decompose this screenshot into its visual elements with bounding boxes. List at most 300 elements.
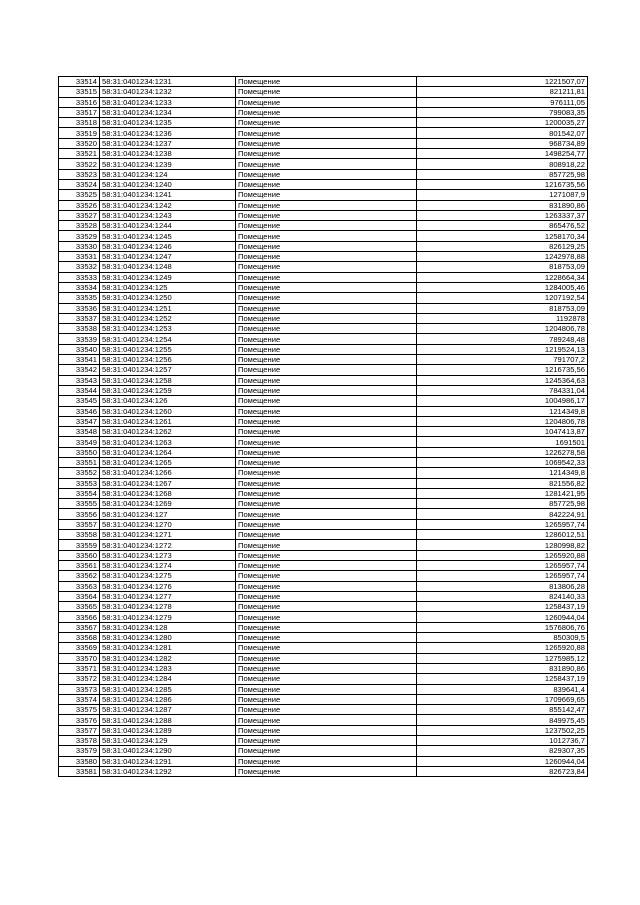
row-number-cell: 33554 [59,488,100,498]
cadastral-value-cell: 808918,22 [417,159,588,169]
row-number-cell: 33548 [59,427,100,437]
cadastral-value-cell: 1192878 [417,313,588,323]
object-type-cell: Помещение [236,705,417,715]
cadastral-value-cell: 829307,35 [417,746,588,756]
table-row [59,396,588,406]
cadastral-number-cell: 58:31:0401234:1267 [100,478,236,488]
cadastral-value-cell: 1265957,74 [417,519,588,529]
row-number-cell: 33556 [59,509,100,519]
cadastral-number-cell: 58:31:0401234:1288 [100,715,236,725]
cadastral-value-cell: 1709669,65 [417,694,588,704]
row-number-cell: 33519 [59,128,100,138]
row-number-cell: 33576 [59,715,100,725]
cadastral-number-cell: 58:31:0401234:1276 [100,581,236,591]
object-type-cell: Помещение [236,427,417,437]
table-row [59,179,588,189]
row-number-cell: 33543 [59,375,100,385]
cadastral-number-cell: 58:31:0401234:1249 [100,272,236,282]
row-number-cell: 33527 [59,210,100,220]
row-number-cell: 33580 [59,756,100,766]
object-type-cell: Помещение [236,344,417,354]
cadastral-number-cell: 58:31:0401234:1233 [100,97,236,107]
table-row [59,416,588,426]
cadastral-number-cell: 58:31:0401234:1239 [100,159,236,169]
cadastral-number-cell: 58:31:0401234:1292 [100,766,236,776]
cadastral-value-cell: 801542,07 [417,128,588,138]
cadastral-number-cell: 58:31:0401234:1257 [100,365,236,375]
cadastral-value-cell: 1576806,76 [417,622,588,632]
table-row [59,560,588,570]
object-type-cell: Помещение [236,488,417,498]
cadastral-value-cell: 1245364,63 [417,375,588,385]
table-row [59,169,588,179]
object-type-cell: Помещение [236,241,417,251]
cadastral-value-cell: 1221507,07 [417,77,588,87]
cadastral-number-cell: 58:31:0401234:1236 [100,128,236,138]
table-row [59,530,588,540]
cadastral-number-cell: 58:31:0401234:129 [100,736,236,746]
table-row [59,653,588,663]
cadastral-number-cell: 58:31:0401234:1289 [100,725,236,735]
row-number-cell: 33562 [59,571,100,581]
row-number-cell: 33564 [59,591,100,601]
table-row [59,138,588,148]
object-type-cell: Помещение [236,385,417,395]
row-number-cell: 33521 [59,149,100,159]
cadastral-number-cell: 58:31:0401234:1253 [100,324,236,334]
cadastral-value-cell: 1260944,04 [417,612,588,622]
cadastral-number-cell: 58:31:0401234:1278 [100,602,236,612]
object-type-cell: Помещение [236,560,417,570]
cadastral-value-cell: 839641,4 [417,684,588,694]
object-type-cell: Помещение [236,282,417,292]
object-type-cell: Помещение [236,447,417,457]
cadastral-value-cell: 1216735,56 [417,365,588,375]
row-number-cell: 33568 [59,633,100,643]
cadastral-value-cell: 1200035,27 [417,118,588,128]
table-row [59,694,588,704]
table-row [59,97,588,107]
object-type-cell: Помещение [236,571,417,581]
object-type-cell: Помещение [236,550,417,560]
table-row [59,663,588,673]
row-number-cell: 33546 [59,406,100,416]
table-row [59,643,588,653]
cadastral-value-cell: 813806,28 [417,581,588,591]
cadastral-value-cell: 831890,86 [417,663,588,673]
cadastral-value-cell: 857725,98 [417,499,588,509]
cadastral-value-cell: 1069542,33 [417,457,588,467]
table-row [59,252,588,262]
cadastral-number-cell: 58:31:0401234:1258 [100,375,236,385]
cadastral-number-cell: 58:31:0401234:1259 [100,385,236,395]
cadastral-value-cell: 1265957,74 [417,571,588,581]
row-number-cell: 33524 [59,179,100,189]
cadastral-number-cell: 58:31:0401234:1243 [100,210,236,220]
cadastral-number-cell: 58:31:0401234:1237 [100,138,236,148]
cadastral-number-cell: 58:31:0401234:1240 [100,179,236,189]
object-type-cell: Помещение [236,293,417,303]
object-type-cell: Помещение [236,725,417,735]
object-type-cell: Помещение [236,602,417,612]
cadastral-number-cell: 58:31:0401234:1271 [100,530,236,540]
row-number-cell: 33529 [59,231,100,241]
cadastral-value-cell: 1204806,78 [417,416,588,426]
cadastral-value-cell: 1280998,82 [417,540,588,550]
cadastral-value-cell: 831890,86 [417,200,588,210]
table-row [59,385,588,395]
table-row [59,427,588,437]
cadastral-value-cell: 1281421,95 [417,488,588,498]
table-row [59,375,588,385]
table-row [59,488,588,498]
cadastral-value-cell: 1204806,78 [417,324,588,334]
table-row [59,519,588,529]
cadastral-value-cell: 1498254,77 [417,149,588,159]
cadastral-number-cell: 58:31:0401234:1241 [100,190,236,200]
row-number-cell: 33560 [59,550,100,560]
cadastral-value-cell: 1265957,74 [417,560,588,570]
cadastral-value-cell: 1258437,19 [417,674,588,684]
cadastral-number-cell: 58:31:0401234:1255 [100,344,236,354]
cadastral-value-cell: 1214349,8 [417,406,588,416]
object-type-cell: Помещение [236,684,417,694]
cadastral-number-cell: 58:31:0401234:127 [100,509,236,519]
cadastral-number-cell: 58:31:0401234:1263 [100,437,236,447]
cadastral-value-cell: 1226278,58 [417,447,588,457]
table-row [59,602,588,612]
row-number-cell: 33542 [59,365,100,375]
object-type-cell: Помещение [236,355,417,365]
cadastral-number-cell: 58:31:0401234:1286 [100,694,236,704]
cadastral-value-cell: 1214349,8 [417,468,588,478]
table-row [59,282,588,292]
row-number-cell: 33579 [59,746,100,756]
row-number-cell: 33517 [59,107,100,117]
object-type-cell: Помещение [236,519,417,529]
cadastral-number-cell: 58:31:0401234:1266 [100,468,236,478]
cadastral-number-cell: 58:31:0401234:1287 [100,705,236,715]
table-row [59,406,588,416]
cadastral-value-cell: 1012736,7 [417,736,588,746]
cadastral-value-cell: 826129,25 [417,241,588,251]
row-number-cell: 33557 [59,519,100,529]
cadastral-value-cell: 1242978,88 [417,252,588,262]
object-type-cell: Помещение [236,252,417,262]
row-number-cell: 33515 [59,87,100,97]
object-type-cell: Помещение [236,87,417,97]
row-number-cell: 33571 [59,663,100,673]
registry-table-body [59,77,588,777]
object-type-cell: Помещение [236,97,417,107]
cadastral-value-cell: 1691501 [417,437,588,447]
cadastral-value-cell: 865476,52 [417,221,588,231]
object-type-cell: Помещение [236,179,417,189]
table-row [59,581,588,591]
cadastral-value-cell: 1286012,51 [417,530,588,540]
row-number-cell: 33532 [59,262,100,272]
object-type-cell: Помещение [236,633,417,643]
object-type-cell: Помещение [236,694,417,704]
cadastral-value-cell: 976111,05 [417,97,588,107]
object-type-cell: Помещение [236,138,417,148]
row-number-cell: 33573 [59,684,100,694]
table-row [59,684,588,694]
object-type-cell: Помещение [236,509,417,519]
cadastral-value-cell: 1237502,25 [417,725,588,735]
row-number-cell: 33559 [59,540,100,550]
table-row [59,355,588,365]
cadastral-value-cell: 784331,04 [417,385,588,395]
cadastral-value-cell: 1047413,87 [417,427,588,437]
object-type-cell: Помещение [236,313,417,323]
table-row [59,128,588,138]
cadastral-number-cell: 58:31:0401234:1250 [100,293,236,303]
cadastral-number-cell: 58:31:0401234:1274 [100,560,236,570]
row-number-cell: 33538 [59,324,100,334]
table-row [59,190,588,200]
cadastral-number-cell: 58:31:0401234:1269 [100,499,236,509]
row-number-cell: 33565 [59,602,100,612]
table-row [59,540,588,550]
row-number-cell: 33520 [59,138,100,148]
table-row [59,159,588,169]
object-type-cell: Помещение [236,653,417,663]
row-number-cell: 33514 [59,77,100,87]
table-row [59,591,588,601]
table-row [59,715,588,725]
object-type-cell: Помещение [236,375,417,385]
table-row [59,365,588,375]
table-row [59,766,588,776]
row-number-cell: 33541 [59,355,100,365]
cadastral-number-cell: 58:31:0401234:1285 [100,684,236,694]
cadastral-number-cell: 58:31:0401234:1245 [100,231,236,241]
row-number-cell: 33566 [59,612,100,622]
table-row [59,200,588,210]
cadastral-number-cell: 58:31:0401234:125 [100,282,236,292]
cadastral-number-cell: 58:31:0401234:1251 [100,303,236,313]
table-row [59,107,588,117]
object-type-cell: Помещение [236,622,417,632]
cadastral-number-cell: 58:31:0401234:1254 [100,334,236,344]
cadastral-value-cell: 1207192,54 [417,293,588,303]
cadastral-number-cell: 58:31:0401234:1272 [100,540,236,550]
cadastral-value-cell: 850309,5 [417,633,588,643]
object-type-cell: Помещение [236,674,417,684]
cadastral-number-cell: 58:31:0401234:1261 [100,416,236,426]
cadastral-number-cell: 58:31:0401234:1235 [100,118,236,128]
cadastral-number-cell: 58:31:0401234:1232 [100,87,236,97]
table-row [59,293,588,303]
row-number-cell: 33570 [59,653,100,663]
table-row [59,633,588,643]
cadastral-number-cell: 58:31:0401234:1260 [100,406,236,416]
table-row [59,736,588,746]
table-row [59,231,588,241]
cadastral-number-cell: 58:31:0401234:1262 [100,427,236,437]
row-number-cell: 33536 [59,303,100,313]
table-row [59,674,588,684]
cadastral-number-cell: 58:31:0401234:1256 [100,355,236,365]
cadastral-value-cell: 1258437,19 [417,602,588,612]
row-number-cell: 33563 [59,581,100,591]
object-type-cell: Помещение [236,478,417,488]
object-type-cell: Помещение [236,530,417,540]
table-row [59,344,588,354]
cadastral-number-cell: 58:31:0401234:1238 [100,149,236,159]
cadastral-number-cell: 58:31:0401234:124 [100,169,236,179]
table-row [59,210,588,220]
row-number-cell: 33569 [59,643,100,653]
table-row [59,437,588,447]
row-number-cell: 33522 [59,159,100,169]
object-type-cell: Помещение [236,190,417,200]
row-number-cell: 33574 [59,694,100,704]
row-number-cell: 33555 [59,499,100,509]
row-number-cell: 33525 [59,190,100,200]
cadastral-number-cell: 58:31:0401234:1231 [100,77,236,87]
cadastral-value-cell: 821211,81 [417,87,588,97]
row-number-cell: 33552 [59,468,100,478]
table-row [59,756,588,766]
cadastral-value-cell: 818753,09 [417,303,588,313]
object-type-cell: Помещение [236,231,417,241]
cadastral-number-cell: 58:31:0401234:1268 [100,488,236,498]
object-type-cell: Помещение [236,149,417,159]
table-row [59,87,588,97]
row-number-cell: 33577 [59,725,100,735]
table-row [59,313,588,323]
row-number-cell: 33572 [59,674,100,684]
object-type-cell: Помещение [236,272,417,282]
table-row [59,149,588,159]
cadastral-value-cell: 1216735,56 [417,179,588,189]
table-row [59,241,588,251]
object-type-cell: Помещение [236,736,417,746]
row-number-cell: 33561 [59,560,100,570]
cadastral-value-cell: 1275985,12 [417,653,588,663]
row-number-cell: 33518 [59,118,100,128]
row-number-cell: 33539 [59,334,100,344]
object-type-cell: Помещение [236,406,417,416]
row-number-cell: 33550 [59,447,100,457]
table-row [59,725,588,735]
object-type-cell: Помещение [236,756,417,766]
table-row [59,478,588,488]
object-type-cell: Помещение [236,262,417,272]
cadastral-number-cell: 58:31:0401234:1247 [100,252,236,262]
cadastral-value-cell: 1258170,34 [417,231,588,241]
cadastral-number-cell: 58:31:0401234:1234 [100,107,236,117]
row-number-cell: 33544 [59,385,100,395]
row-number-cell: 33540 [59,344,100,354]
row-number-cell: 33549 [59,437,100,447]
object-type-cell: Помещение [236,715,417,725]
row-number-cell: 33567 [59,622,100,632]
table-row [59,221,588,231]
cadastral-number-cell: 58:31:0401234:1284 [100,674,236,684]
object-type-cell: Помещение [236,118,417,128]
object-type-cell: Помещение [236,200,417,210]
cadastral-number-cell: 58:31:0401234:1291 [100,756,236,766]
cadastral-value-cell: 857725,98 [417,169,588,179]
table-row [59,509,588,519]
object-type-cell: Помещение [236,324,417,334]
cadastral-number-cell: 58:31:0401234:1248 [100,262,236,272]
table-row [59,77,588,87]
cadastral-number-cell: 58:31:0401234:1290 [100,746,236,756]
cadastral-value-cell: 842224,91 [417,509,588,519]
cadastral-value-cell: 818753,09 [417,262,588,272]
row-number-cell: 33553 [59,478,100,488]
cadastral-value-cell: 1260944,04 [417,756,588,766]
table-row [59,705,588,715]
cadastral-value-cell: 968734,89 [417,138,588,148]
cadastral-number-cell: 58:31:0401234:128 [100,622,236,632]
object-type-cell: Помещение [236,365,417,375]
cadastral-value-cell: 824140,33 [417,591,588,601]
cadastral-number-cell: 58:31:0401234:1280 [100,633,236,643]
cadastral-number-cell: 58:31:0401234:1277 [100,591,236,601]
table-row [59,262,588,272]
table-row [59,334,588,344]
cadastral-number-cell: 58:31:0401234:1270 [100,519,236,529]
cadastral-number-cell: 58:31:0401234:1244 [100,221,236,231]
table-row [59,303,588,313]
row-number-cell: 33533 [59,272,100,282]
row-number-cell: 33551 [59,457,100,467]
object-type-cell: Помещение [236,663,417,673]
cadastral-value-cell: 1004986,17 [417,396,588,406]
cadastral-number-cell: 58:31:0401234:1275 [100,571,236,581]
object-type-cell: Помещение [236,643,417,653]
table-row [59,612,588,622]
row-number-cell: 33531 [59,252,100,262]
cadastral-value-cell: 1263337,37 [417,210,588,220]
object-type-cell: Помещение [236,169,417,179]
registry-table [58,76,588,777]
table-row [59,447,588,457]
cadastral-value-cell: 789248,48 [417,334,588,344]
cadastral-number-cell: 58:31:0401234:1279 [100,612,236,622]
table-row [59,499,588,509]
table-row [59,550,588,560]
object-type-cell: Помещение [236,581,417,591]
table-row [59,118,588,128]
cadastral-number-cell: 58:31:0401234:1252 [100,313,236,323]
cadastral-number-cell: 58:31:0401234:1273 [100,550,236,560]
cadastral-number-cell: 58:31:0401234:126 [100,396,236,406]
row-number-cell: 33535 [59,293,100,303]
object-type-cell: Помещение [236,437,417,447]
cadastral-number-cell: 58:31:0401234:1282 [100,653,236,663]
cadastral-value-cell: 1265920,88 [417,643,588,653]
row-number-cell: 33534 [59,282,100,292]
object-type-cell: Помещение [236,468,417,478]
cadastral-value-cell: 799083,35 [417,107,588,117]
table-row [59,746,588,756]
row-number-cell: 33523 [59,169,100,179]
object-type-cell: Помещение [236,77,417,87]
cadastral-value-cell: 1265920,88 [417,550,588,560]
object-type-cell: Помещение [236,766,417,776]
cadastral-value-cell: 1228664,34 [417,272,588,282]
object-type-cell: Помещение [236,221,417,231]
cadastral-value-cell: 821556,82 [417,478,588,488]
cadastral-number-cell: 58:31:0401234:1281 [100,643,236,653]
object-type-cell: Помещение [236,591,417,601]
